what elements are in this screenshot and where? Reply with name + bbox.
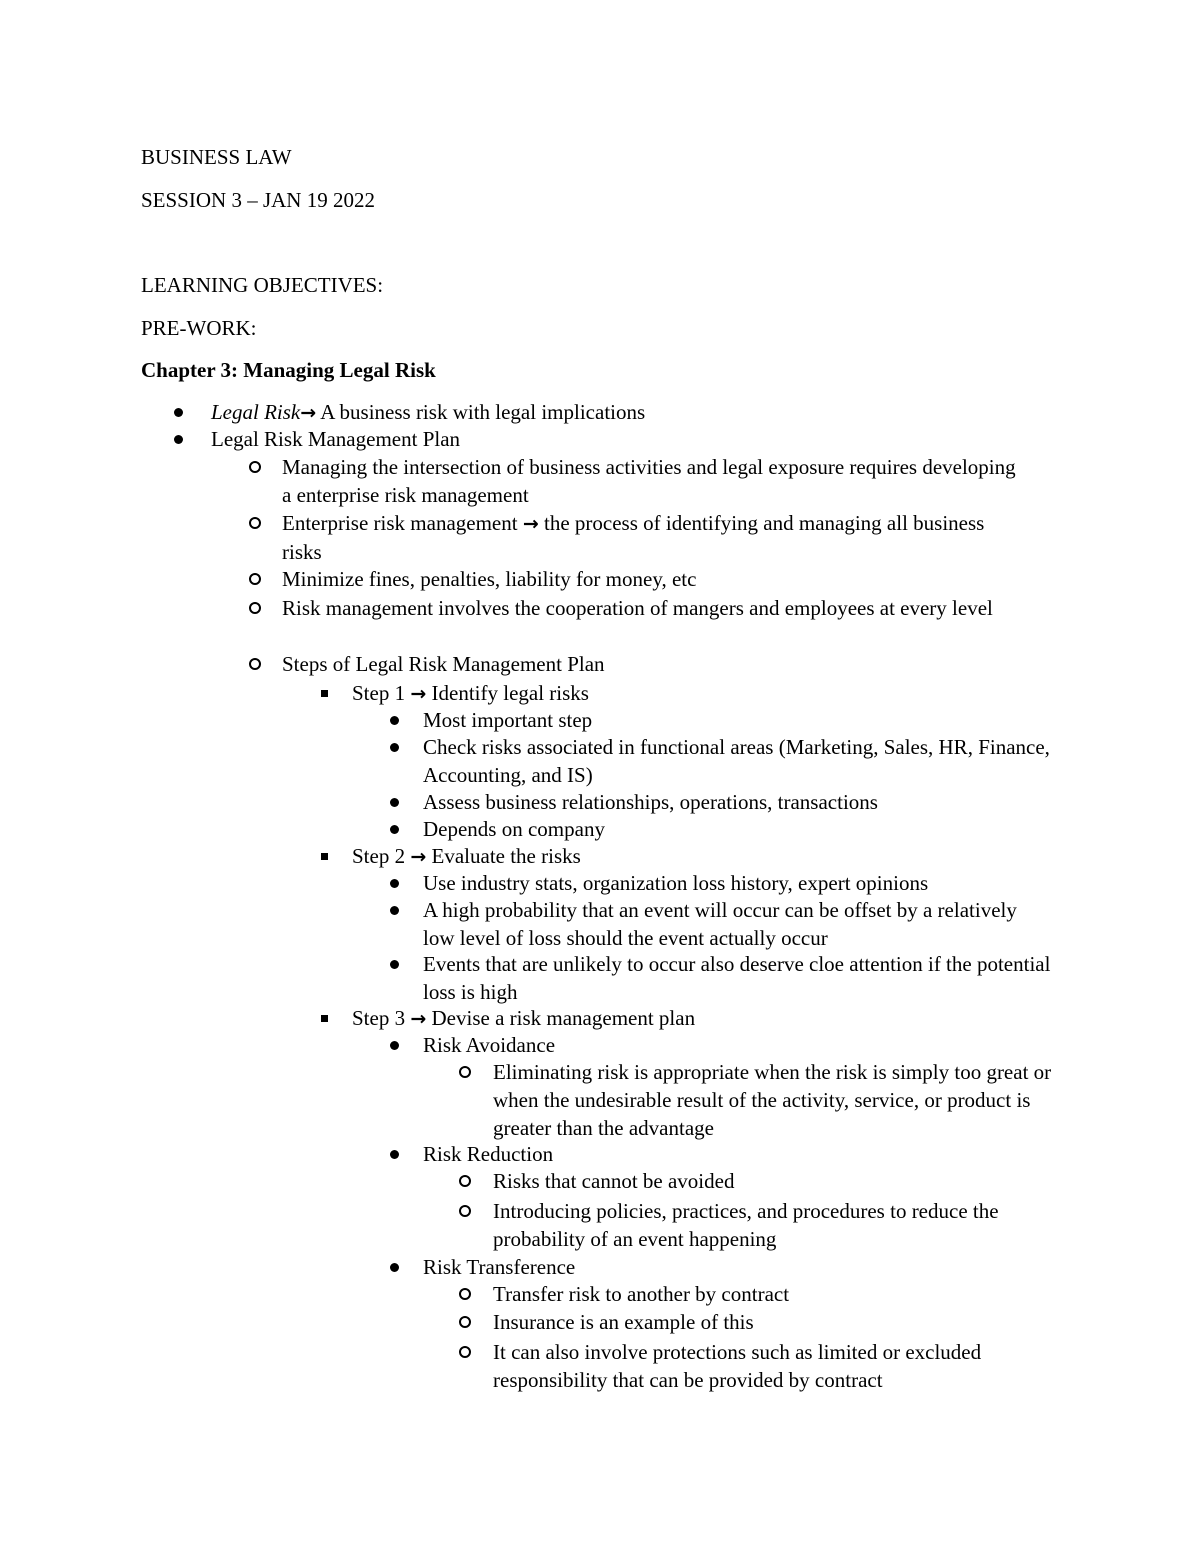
list-item: Enterprise risk management → the process of identifying and managing all business risks [282, 509, 1022, 566]
list-item: Depends on company [423, 815, 1053, 843]
bullet-icon [386, 733, 402, 761]
list-item: Introducing policies, practices, and procedures to reduce the probability of an event happening [493, 1197, 1038, 1253]
list-item: Steps of Legal Risk Management Plan [282, 650, 1022, 678]
circle-bullet-icon [457, 1167, 473, 1195]
list-item: Check risks associated in functional areas (Marketing, Sales, HR, Finance, Accounting, and IS) [423, 733, 1053, 789]
circle-bullet-icon [457, 1280, 473, 1308]
bullet-icon [386, 896, 402, 924]
square-bullet-icon [316, 1004, 332, 1032]
list-item: Managing the intersection of business activities and legal exposure requires developing a enterprise risk management [282, 453, 1022, 509]
circle-bullet-icon [247, 565, 263, 593]
list-item: Insurance is an example of this [493, 1308, 1058, 1336]
chapter-heading: Chapter 3: Managing Legal Risk [141, 358, 436, 382]
list-item: Eliminating risk is appropriate when the risk is simply too great or when the undesirable result of the activity, service, or product is greater than the advantage [493, 1058, 1058, 1142]
bullet-icon [386, 788, 402, 816]
list-item: Risk Avoidance [423, 1031, 1053, 1059]
bullet-icon [386, 815, 402, 843]
list-item: Assess business relationships, operations, transactions [423, 788, 1053, 816]
circle-bullet-icon [247, 453, 263, 481]
learning-objectives-heading: LEARNING OBJECTIVES: [141, 273, 384, 297]
list-item: Most important step [423, 706, 1053, 734]
bullet-icon [386, 869, 402, 897]
list-item: It can also involve protections such as limited or excluded responsibility that can be provided by contract [493, 1338, 1058, 1394]
list-item: Risk Reduction [423, 1140, 1053, 1168]
bullet-icon [386, 950, 402, 978]
square-bullet-icon [316, 679, 332, 707]
course-title: BUSINESS LAW [141, 145, 292, 169]
list-item: Transfer risk to another by contract [493, 1280, 1058, 1308]
circle-bullet-icon [457, 1058, 473, 1086]
list-item: Minimize fines, penalties, liability for money, etc [282, 565, 1022, 593]
list-item: Risk Transference [423, 1253, 1053, 1281]
list-item: Legal Risk Management Plan [211, 425, 1051, 453]
arrow-icon: → [410, 1008, 427, 1030]
list-item: A high probability that an event will occur can be offset by a relatively low level of loss should the event actually occur [423, 896, 1023, 952]
circle-bullet-icon [457, 1308, 473, 1336]
bullet-icon [386, 706, 402, 734]
bullet-icon [386, 1253, 402, 1281]
arrow-icon: → [300, 402, 317, 424]
arrow-icon: → [410, 846, 427, 868]
step-item: Step 1 → Identify legal risks [352, 679, 1052, 708]
list-item: Risk management involves the cooperation of mangers and employees at every level [282, 594, 1042, 622]
step-item: Step 3 → Devise a risk management plan [352, 1004, 1052, 1033]
circle-bullet-icon [247, 650, 263, 678]
list-item: Legal Risk→ A business risk with legal implications [211, 398, 1051, 427]
session-line: SESSION 3 – JAN 19 2022 [141, 188, 375, 212]
list-item: Risks that cannot be avoided [493, 1167, 1058, 1195]
legal-risk-term: Legal Risk [211, 400, 301, 424]
circle-bullet-icon [457, 1197, 473, 1225]
list-item: Use industry stats, organization loss history, expert opinions [423, 869, 1053, 897]
circle-bullet-icon [457, 1338, 473, 1366]
list-item: Events that are unlikely to occur also deserve cloe attention if the potential loss is high [423, 950, 1053, 1006]
step-item: Step 2 → Evaluate the risks [352, 842, 1052, 871]
bullet-icon [170, 425, 186, 453]
arrow-icon: → [410, 683, 427, 705]
circle-bullet-icon [247, 594, 263, 622]
circle-bullet-icon [247, 509, 263, 537]
bullet-icon [170, 398, 186, 426]
arrow-icon: → [522, 513, 539, 535]
bullet-icon [386, 1031, 402, 1059]
pre-work-heading: PRE-WORK: [141, 316, 257, 340]
square-bullet-icon [316, 842, 332, 870]
bullet-icon [386, 1140, 402, 1168]
